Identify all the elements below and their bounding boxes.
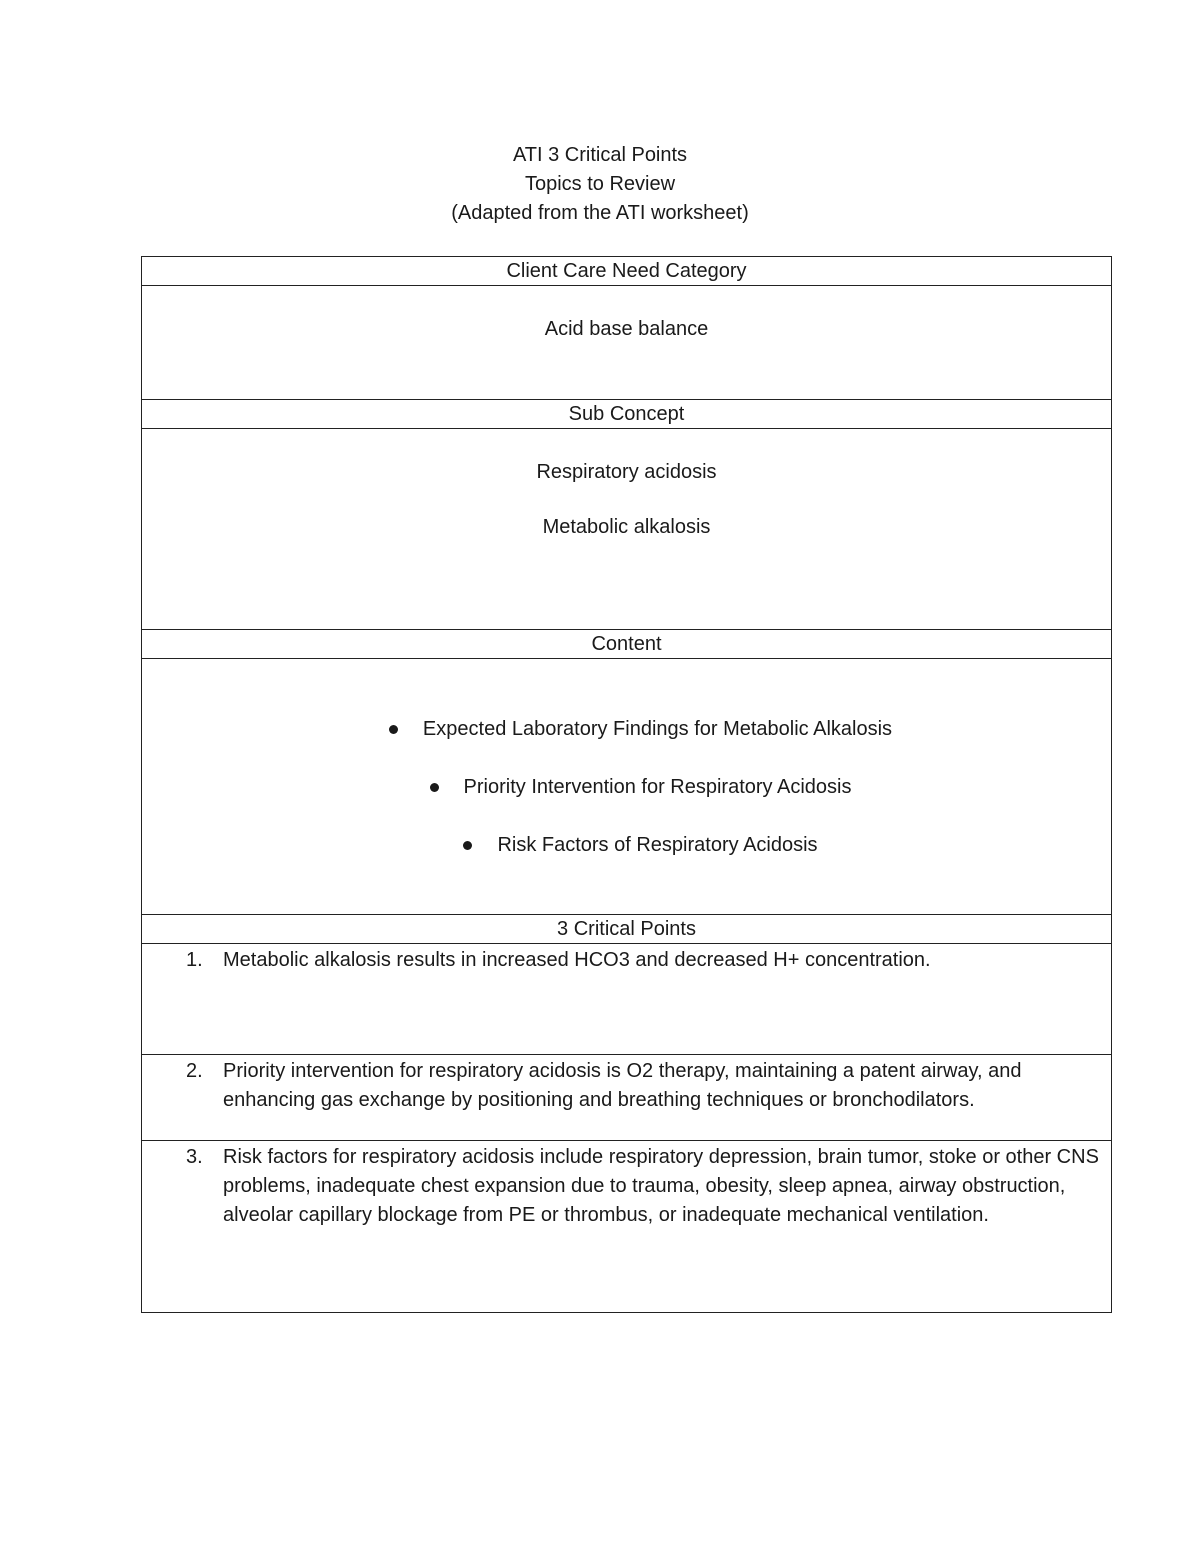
- document-source-note: (Adapted from the ATI worksheet): [451, 202, 749, 224]
- category-header-row: [142, 257, 1112, 286]
- category-cell: [142, 286, 1112, 400]
- content-item-text: Risk Factors of Respiratory Acidosis: [497, 834, 818, 856]
- critical-point-cell: [142, 1055, 1112, 1141]
- critical-points-header-row: [142, 915, 1112, 944]
- document-subtitle: Topics to Review: [524, 173, 676, 195]
- list-item: [156, 773, 1125, 802]
- subconcept-value: Metabolic alkalosis: [542, 516, 711, 538]
- critical-point-row: [142, 1055, 1112, 1141]
- bullet-icon: [430, 783, 439, 792]
- critical-point-number: 1.: [186, 949, 203, 971]
- content-row: [142, 659, 1112, 915]
- list-item: [156, 831, 1125, 860]
- content-label: Content: [142, 630, 1112, 659]
- content-cell: [142, 659, 1112, 915]
- content-item-text: Expected Laboratory Findings for Metabolic Alkalosis: [422, 718, 893, 740]
- subconcept-header-row: [142, 400, 1112, 429]
- critical-point-row: [142, 1141, 1112, 1313]
- worksheet-table: [141, 256, 1112, 1313]
- critical-point-number: 2.: [186, 1060, 203, 1082]
- document-title: ATI 3 Critical Points: [512, 144, 688, 166]
- critical-point-text: Metabolic alkalosis results in increased HCO3 and decreased H+ concentration.: [223, 949, 931, 971]
- content-item-text: Priority Intervention for Respiratory Acidosis: [463, 776, 852, 798]
- list-item: [156, 715, 1125, 744]
- category-label: Client Care Need Category: [142, 257, 1112, 286]
- critical-point-text: Risk factors for respiratory acidosis include respiratory depression, brain tumor, stoke or other CNS problems, inadequate chest expansion due to trauma, obesity, sleep apnea, airway obstruction, alveolar capillary blockage from PE or thrombus, or inadequate mechanical ventilation.: [223, 1146, 1099, 1226]
- content-header-row: [142, 630, 1112, 659]
- critical-point-text: Priority intervention for respiratory acidosis is O2 therapy, maintaining a patent airway, and enhancing gas exchange by positioning and breathing techniques or bronchodilators.: [223, 1060, 1022, 1111]
- bullet-icon: [463, 841, 472, 850]
- category-row: [142, 286, 1112, 400]
- document-header: [0, 141, 1200, 228]
- bullet-icon: [389, 725, 398, 734]
- critical-point-cell: [142, 944, 1112, 1055]
- critical-point-row: [142, 944, 1112, 1055]
- subconcept-value: Respiratory acidosis: [536, 461, 717, 483]
- content-list: [142, 659, 1111, 860]
- subconcept-label: Sub Concept: [142, 400, 1112, 429]
- subconcept-cell: [142, 429, 1112, 630]
- critical-point-number: 3.: [186, 1146, 203, 1168]
- subconcept-row: [142, 429, 1112, 630]
- critical-points-label: 3 Critical Points: [142, 915, 1112, 944]
- category-value: Acid base balance: [544, 318, 709, 340]
- critical-point-cell: [142, 1141, 1112, 1313]
